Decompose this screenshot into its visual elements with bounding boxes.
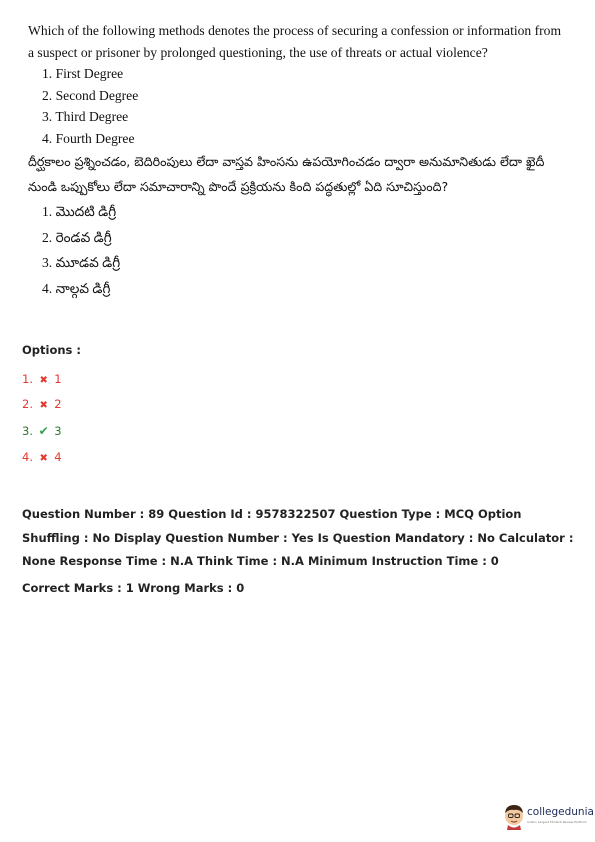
cross-icon: ✖	[39, 453, 48, 464]
option-number: 4.	[22, 450, 33, 464]
cross-icon: ✖	[39, 400, 48, 411]
mascot-icon	[502, 802, 526, 830]
option-number: 2.	[22, 397, 33, 411]
telugu-option-list	[28, 199, 568, 301]
option-number: 3.	[22, 424, 33, 438]
english-option: 1. First Degree	[42, 66, 124, 81]
metadata-details: Question Number : 89 Question Id : 9578322507 Question Type : MCQ Option Shuffling : No Display Question Number : Yes Is Question Mandatory : No Calculator : None Response Time : N.A Think Time : N.A Minimum Instruction Time : 0	[22, 507, 574, 568]
question-telugu-stem: దీర్ఘకాలం ప్రశ్నించడం, బెదిరింపులు లేదా వాస్తవ హింసను ఉపయోగించడం ద్వారా అనుమానితుడు లేదా ఖైదీ నుండి ఒప్పుకోలు లేదా సమాచారాన్ని పొందే ప్రక్రియను కింది పద్ధతుల్లో ఏది సూచిస్తుంది?	[28, 154, 545, 194]
telugu-option: 2. రెండవ డిగ్రీ	[42, 229, 112, 245]
telugu-option: 1. మొదటి డిగ్రీ	[42, 204, 117, 219]
options-heading: Options :	[22, 343, 81, 357]
cross-icon: ✖	[39, 375, 48, 386]
english-option-list	[28, 63, 568, 149]
option-4	[22, 450, 62, 464]
option-2	[22, 397, 62, 411]
marks-info	[22, 577, 578, 601]
english-option: 4. Fourth Degree	[42, 130, 135, 146]
option-value: 4	[54, 450, 62, 464]
option-value: 2	[54, 397, 62, 411]
english-option: 2. Second Degree	[42, 87, 139, 103]
option-1	[22, 372, 62, 386]
option-value: 3	[54, 424, 62, 438]
option-value: 1	[54, 372, 62, 386]
option-number: 1.	[22, 372, 33, 386]
english-option: 3. Third Degree	[42, 109, 129, 124]
telugu-option: 4. నాల్గవ డిగ్రీ	[42, 280, 111, 296]
question-english-stem: Which of the following methods denotes the process of securing a confession or information from a suspect or prisoner by prolonged questioning, the use of threats or actual violence?	[28, 23, 562, 60]
logo-tagline: India's Largest Student Review Platform	[527, 820, 587, 824]
question-block	[28, 20, 568, 301]
question-metadata	[22, 503, 578, 574]
telugu-option: 3. మూడవ డిగ్రీ	[42, 255, 121, 270]
check-icon: ✔	[38, 424, 49, 438]
option-3	[22, 424, 62, 438]
collegedunia-logo	[502, 802, 592, 832]
marks-details: Correct Marks : 1 Wrong Marks : 0	[22, 581, 245, 595]
logo-name: collegedunia	[527, 806, 594, 818]
